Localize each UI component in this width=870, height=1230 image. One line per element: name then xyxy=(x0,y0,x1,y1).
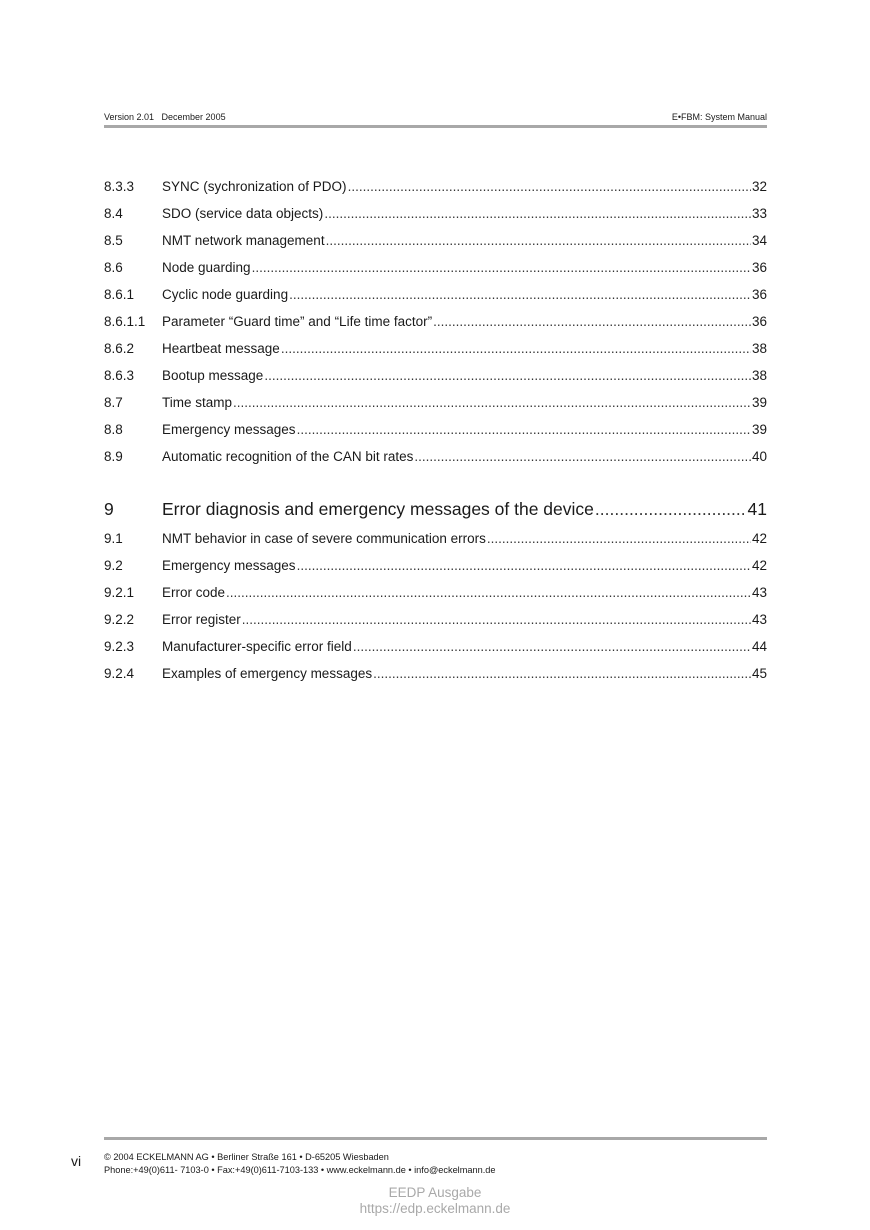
toc-dot-leader xyxy=(414,443,751,470)
toc-entry-number: 8.6 xyxy=(104,260,123,275)
toc-entry-number: 9.2.1 xyxy=(104,585,135,600)
toc-entry-title: Cyclic node guarding xyxy=(162,287,289,302)
toc-entry-page: 42 xyxy=(751,558,767,573)
toc-dot-leader xyxy=(373,660,751,687)
toc-entry[interactable] xyxy=(104,362,767,389)
toc-entry[interactable] xyxy=(104,606,767,633)
toc-dot-leader xyxy=(433,308,751,335)
toc-entry[interactable] xyxy=(104,443,767,470)
toc-entry-page: 38 xyxy=(751,368,767,383)
toc-dot-leader xyxy=(281,335,751,362)
toc-entry-title: Emergency messages xyxy=(162,422,296,437)
watermark-title: EEDP Ausgabe xyxy=(388,1185,482,1200)
toc-entry[interactable] xyxy=(104,660,767,687)
toc-entry[interactable] xyxy=(104,389,767,416)
toc-entry-title: Error diagnosis and emergency messages of the device xyxy=(162,499,594,519)
header-divider xyxy=(104,125,767,128)
toc-dot-leader xyxy=(226,579,751,606)
toc-entry-page: 38 xyxy=(751,341,767,356)
toc-entry-page: 34 xyxy=(751,233,767,248)
toc-entry-number: 9.2.2 xyxy=(104,612,135,627)
toc-dot-leader xyxy=(487,525,751,552)
toc-entry[interactable] xyxy=(104,416,767,443)
toc-dot-leader xyxy=(264,362,751,389)
footer-divider xyxy=(104,1137,767,1140)
toc-entry-page: 33 xyxy=(751,206,767,221)
watermark-url: https://edp.eckelmann.de xyxy=(359,1201,511,1216)
toc-entry[interactable] xyxy=(104,579,767,606)
table-of-contents xyxy=(104,173,767,687)
toc-entry-title: Examples of emergency messages xyxy=(162,666,373,681)
toc-entry[interactable] xyxy=(104,254,767,281)
toc-entry-number: 9.2 xyxy=(104,558,123,573)
toc-dot-leader xyxy=(324,200,751,227)
toc-entry-page: 43 xyxy=(751,612,767,627)
toc-entry-number: 8.4 xyxy=(104,206,123,221)
toc-dot-leader xyxy=(297,552,751,579)
toc-dot-leader xyxy=(233,389,751,416)
toc-dot-leader xyxy=(595,493,747,525)
toc-entry-number: 8.3.3 xyxy=(104,179,135,194)
toc-entry[interactable] xyxy=(104,552,767,579)
toc-entry-page: 36 xyxy=(751,314,767,329)
toc-entry[interactable] xyxy=(104,525,767,552)
toc-entry[interactable] xyxy=(104,633,767,660)
toc-dot-leader xyxy=(289,281,751,308)
toc-entry-title: Bootup message xyxy=(162,368,264,383)
watermark xyxy=(0,1185,870,1217)
toc-entry-page: 42 xyxy=(751,531,767,546)
toc-entry-page: 39 xyxy=(751,422,767,437)
toc-entry-number: 8.6.3 xyxy=(104,368,135,383)
toc-entry-title: Emergency messages xyxy=(162,558,296,573)
toc-dot-leader xyxy=(353,633,751,660)
toc-dot-leader xyxy=(348,173,751,200)
toc-entry-number: 8.5 xyxy=(104,233,123,248)
toc-entry-title: Automatic recognition of the CAN bit rates xyxy=(162,449,414,464)
toc-entry-title: Parameter “Guard time” and “Life time factor” xyxy=(162,314,433,329)
toc-dot-leader xyxy=(297,416,751,443)
toc-entry-page: 44 xyxy=(751,639,767,654)
toc-entry-page: 41 xyxy=(747,499,767,519)
toc-entry[interactable] xyxy=(104,281,767,308)
toc-entry-page: 39 xyxy=(751,395,767,410)
toc-entry-page: 36 xyxy=(751,260,767,275)
toc-entry-number: 8.6.2 xyxy=(104,341,135,356)
toc-entry-title: NMT behavior in case of severe communication errors xyxy=(162,531,486,546)
page-number: vi xyxy=(71,1153,82,1169)
toc-entry[interactable] xyxy=(104,308,767,335)
toc-entry-number: 9.2.4 xyxy=(104,666,135,681)
toc-entry-number: 8.8 xyxy=(104,422,123,437)
toc-entry-number: 8.9 xyxy=(104,449,123,464)
toc-dot-leader xyxy=(252,254,751,281)
toc-entry-title: SYNC (sychronization of PDO) xyxy=(162,179,347,194)
toc-entry-number: 9.2.3 xyxy=(104,639,135,654)
toc-entry-page: 36 xyxy=(751,287,767,302)
toc-entry-title: SDO (service data objects) xyxy=(162,206,324,221)
toc-entry-title: Error register xyxy=(162,612,241,627)
footer-address: © 2004 ECKELMANN AG • Berliner Straße 161 • D-65205 Wiesbaden xyxy=(104,1152,389,1162)
toc-entry-page: 45 xyxy=(751,666,767,681)
toc-entry-title: Time stamp xyxy=(162,395,233,410)
toc-entry-title: Manufacturer-specific error field xyxy=(162,639,352,654)
toc-entry[interactable] xyxy=(104,173,767,200)
toc-entry-page: 43 xyxy=(751,585,767,600)
toc-entry-number: 8.6.1.1 xyxy=(104,314,146,329)
toc-entry-number: 8.7 xyxy=(104,395,123,410)
toc-entry-number: 8.6.1 xyxy=(104,287,135,302)
toc-dot-leader xyxy=(326,227,751,254)
toc-entry-number: 9.1 xyxy=(104,531,123,546)
toc-entry-title: Node guarding xyxy=(162,260,251,275)
toc-entry-page: 32 xyxy=(751,179,767,194)
header-version: Version 2.01 December 2005 xyxy=(104,112,226,122)
footer-contact: Phone:+49(0)611- 7103-0 • Fax:+49(0)611-7103-133 • www.eckelmann.de • info@eckelmann.de xyxy=(104,1165,496,1175)
page-footer xyxy=(104,1151,495,1177)
toc-entry-title: Heartbeat message xyxy=(162,341,280,356)
toc-entry-title: Error code xyxy=(162,585,226,600)
toc-entry[interactable] xyxy=(104,335,767,362)
page-header xyxy=(104,112,767,122)
toc-entry-page: 40 xyxy=(751,449,767,464)
toc-entry[interactable] xyxy=(104,200,767,227)
header-manual-title: E•FBM: System Manual xyxy=(671,112,767,122)
toc-entry-title: NMT network management xyxy=(162,233,325,248)
toc-entry-number: 9 xyxy=(104,499,114,519)
toc-entry[interactable] xyxy=(104,227,767,254)
toc-chapter-entry[interactable] xyxy=(104,493,767,525)
toc-dot-leader xyxy=(242,606,751,633)
